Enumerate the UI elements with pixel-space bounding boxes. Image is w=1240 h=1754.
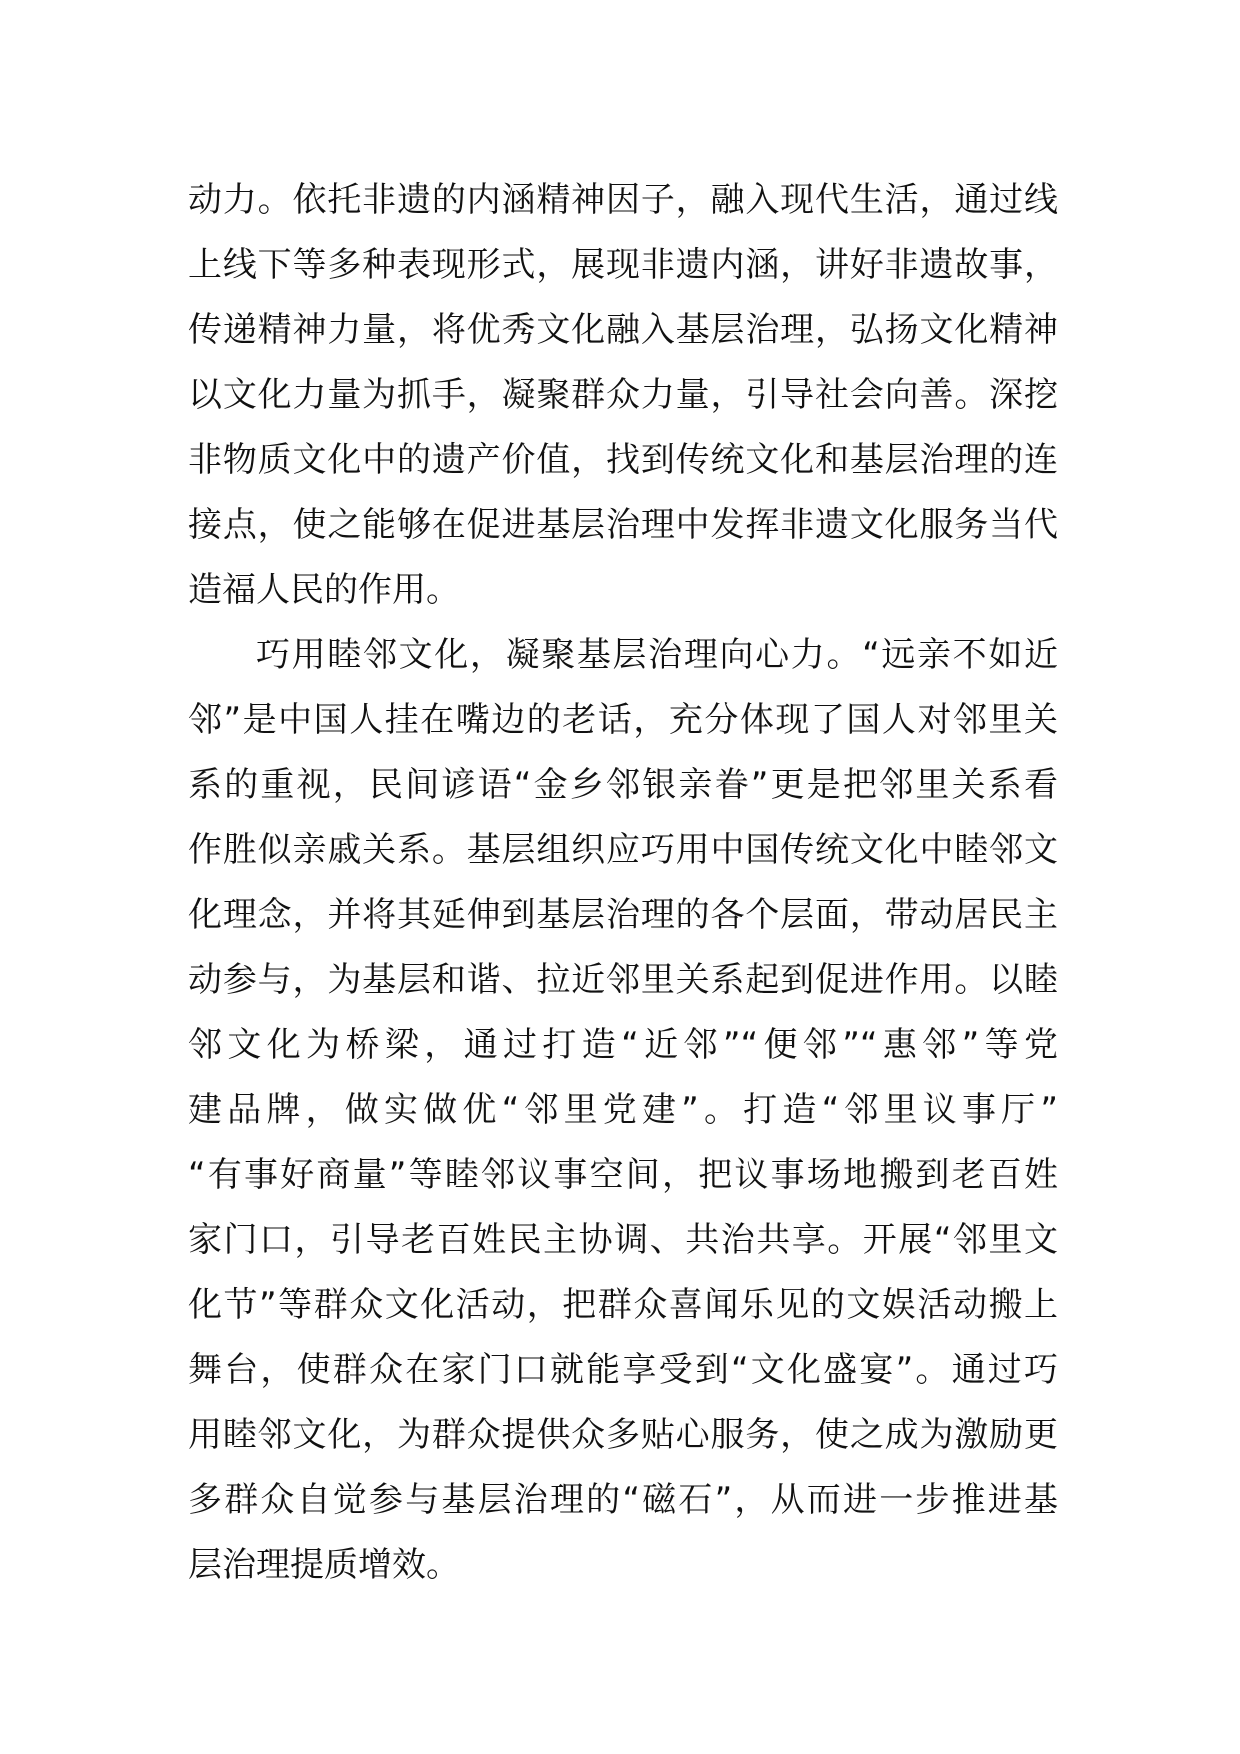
text-line: 动力。依托非遗的内涵精神因子，融入现代生活，通过线	[188, 180, 1058, 220]
text-line: 家门口，引导老百姓民主协调、共治共享。开展“邻里文	[188, 1220, 1058, 1260]
text-line: 化节”等群众文化活动，把群众喜闻乐见的文娱活动搬上	[188, 1285, 1058, 1325]
text-line: 作胜似亲戚关系。基层组织应巧用中国传统文化中睦邻文	[188, 830, 1058, 870]
text-line: 邻文化为桥梁，通过打造“近邻”“便邻”“惠邻”等党	[188, 1025, 1058, 1065]
text-line: 巧用睦邻文化，凝聚基层治理向心力。“远亲不如近	[256, 635, 1058, 675]
text-line: 非物质文化中的遗产价值，找到传统文化和基层治理的连	[188, 440, 1058, 480]
paragraph-2	[188, 623, 1058, 1598]
text-line: 上线下等多种表现形式，展现非遗内涵，讲好非遗故事，	[188, 245, 1058, 285]
text-line: 造福人民的作用。	[188, 570, 460, 610]
text-line: 用睦邻文化，为群众提供众多贴心服务，使之成为激励更	[188, 1415, 1058, 1455]
text-line: 多群众自觉参与基层治理的“磁石”，从而进一步推进基	[188, 1480, 1058, 1520]
text-line: “有事好商量”等睦邻议事空间，把议事场地搬到老百姓	[188, 1155, 1058, 1195]
paragraph-1	[188, 168, 1058, 623]
text-line: 接点，使之能够在促进基层治理中发挥非遗文化服务当代	[188, 505, 1058, 545]
text-line: 邻”是中国人挂在嘴边的老话，充分体现了国人对邻里关	[188, 700, 1058, 740]
text-line: 建品牌，做实做优“邻里党建”。打造“邻里议事厅”	[188, 1090, 1058, 1130]
text-line: 系的重视，民间谚语“金乡邻银亲眷”更是把邻里关系看	[188, 765, 1058, 805]
text-line: 舞台，使群众在家门口就能享受到“文化盛宴”。通过巧	[188, 1350, 1058, 1390]
text-line: 传递精神力量，将优秀文化融入基层治理，弘扬文化精神	[188, 310, 1058, 350]
text-line: 化理念，并将其延伸到基层治理的各个层面，带动居民主	[188, 895, 1058, 935]
text-line: 以文化力量为抓手，凝聚群众力量，引导社会向善。深挖	[188, 375, 1058, 415]
body-text	[188, 168, 1058, 1598]
text-line: 层治理提质增效。	[188, 1545, 460, 1585]
text-line: 动参与，为基层和谐、拉近邻里关系起到促进作用。以睦	[188, 960, 1058, 1000]
